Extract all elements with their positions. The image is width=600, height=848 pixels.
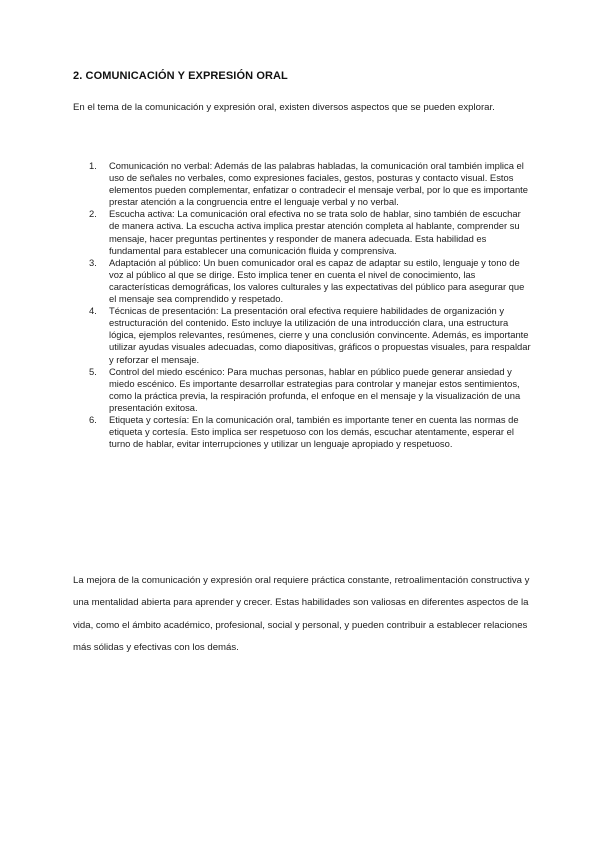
aspects-list [73, 160, 533, 450]
list-item-number: 3. [89, 256, 97, 268]
list-item-text: Etiqueta y cortesía: En la comunicación oral, también es importante tener en cuenta las normas de etiqueta y cortesía. Esto implica ser respetuoso con los demás, escuchar atentamente, esperar el turno de hablar, evitar interrupciones y utilizar un lenguaje apropiado y respetuoso. [109, 413, 519, 450]
list-item-text: Adaptación al público: Un buen comunicador oral es capaz de adaptar su estilo, lenguaje y tono de voz al público al que se dirige. Esto implica tener en cuenta el nivel de conocimiento, las características demográficas, los valores culturales y las expectativas del público para asegurar que el mensaje sea comprendido y respetado. [109, 256, 525, 305]
section-heading: 2. COMUNICACIÓN Y EXPRESIÓN ORAL [73, 70, 288, 82]
intro-paragraph: En el tema de la comunicación y expresión oral, existen diversos aspectos que se pueden explorar. [73, 102, 495, 113]
list-item-text: Escucha activa: La comunicación oral efectiva no se trata solo de hablar, sino también de escuchar de manera activa. La escucha activa implica prestar atención completa al hablante, comprender su mensaje, hacer preguntas pertinentes y responder de manera adecuada. Esta habilidad es fundamental para establecer una comunicación fluida y comprensiva. [109, 208, 521, 256]
list-item [73, 366, 533, 414]
list-item [73, 257, 533, 305]
list-item-text: Técnicas de presentación: La presentación oral efectiva requiere habilidades de organización y estructuración del contenido. Esto incluye la utilización de una introducción clara, una estructura lógica, ejemplos relevantes, resúmenes, cierre y una conclusión convincente. Además, es importante utilizar ayudas visuales adecuadas, como diapositivas, gráficos o propuestas visuales, para respaldar y reforzar el mensaje. [109, 305, 531, 365]
list-item [73, 208, 533, 256]
list-item-text: Control del miedo escénico: Para muchas personas, hablar en público puede generar ansiedad y miedo escénico. Es importante desarrollar estrategias para controlar y manejar estos sentimientos, como la práctica previa, la respiración profunda, el enfoque en el mensaje y la visualización de una presentación exitosa. [109, 365, 521, 413]
list-item-text: Comunicación no verbal: Además de las palabras habladas, la comunicación oral también implica el uso de señales no verbales, como expresiones faciales, gestos, posturas y contacto visual. Estos elementos pueden complementar, enfatizar o contradecir el mensaje verbal, por lo que es importante prestar atención a la congruencia entre el lenguaje verbal y no verbal. [109, 160, 528, 208]
list-item-number: 2. [89, 208, 97, 220]
list-item [73, 305, 533, 365]
list-item [73, 160, 533, 208]
list-item-number: 4. [89, 305, 97, 317]
closing-paragraph: La mejora de la comunicación y expresión oral requiere práctica constante, retroalimentación constructiva y una mentalidad abierta para aprender y crecer. Estas habilidades son valiosas en diferentes aspectos de la vida, como el ámbito académico, profesional, social y personal, y pueden contribuir a establecer relaciones más sólidas y efectivas con los demás. [73, 575, 530, 653]
list-item-number: 5. [89, 365, 97, 377]
list-item-number: 1. [89, 160, 97, 171]
list-item [73, 414, 533, 450]
list-item-number: 6. [89, 413, 97, 425]
